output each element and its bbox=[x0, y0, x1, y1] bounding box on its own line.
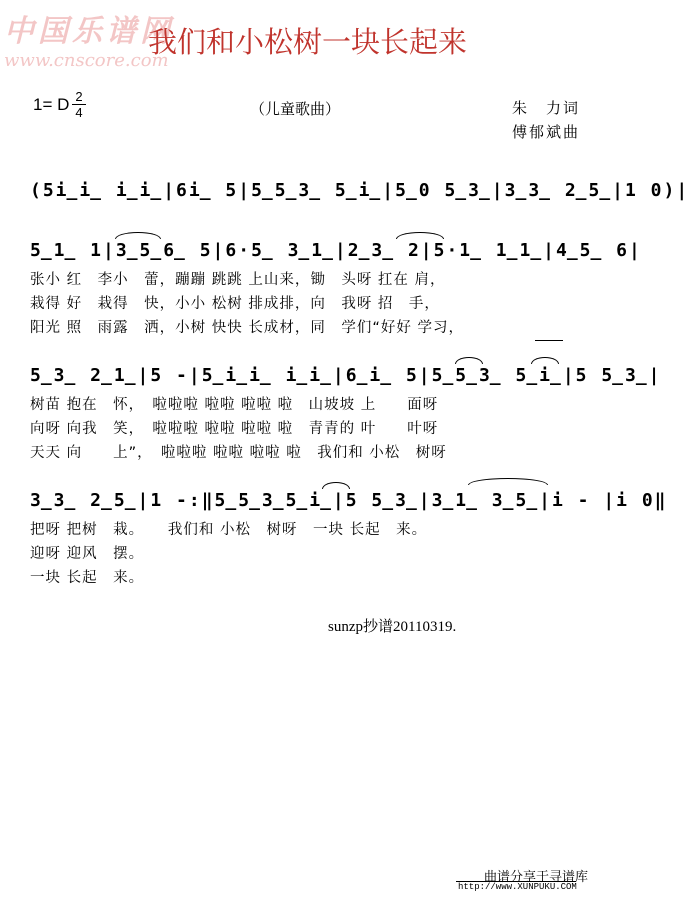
lyric-line-2-verse-3: 天天 向 上”， 啦啦啦 啦啦 啦啦 啦 我们和 小松 树呀 bbox=[30, 445, 447, 461]
song-title: 我们和小松树一块长起来 bbox=[147, 25, 467, 59]
song-subtitle: （儿童歌曲） bbox=[250, 100, 341, 118]
footer-source-text: 曲谱分享于寻谱库 bbox=[484, 870, 589, 885]
notation-line-2: 5̲3̲ 2̲1̲|5 -|5̲i̲i̲ i̲i̲|6̲i̲ 5|5̲5̲3̲ 5̲i̲|5 5̲3̲| bbox=[30, 365, 662, 386]
watermark-site-name: 中国乐谱网 bbox=[4, 14, 174, 49]
underline-mark bbox=[535, 340, 563, 341]
watermark-site-url: www.cnscore.com bbox=[4, 50, 169, 71]
key-signature: 1= D bbox=[33, 95, 70, 114]
composer-credit: 傅郁斌曲 bbox=[512, 123, 581, 141]
notation-line-1: 5̲1̲ 1|3̲5̲6̲ 5|6·5̲ 3̲1̲|2̲3̲ 2|5·1̲ 1̲1̲|4̲5̲ 6| bbox=[30, 240, 642, 261]
tie-mark bbox=[468, 478, 548, 485]
transcriber-signature: sunzp抄谱20110319. bbox=[328, 619, 457, 635]
slur-mark bbox=[115, 232, 161, 239]
slur-mark bbox=[322, 482, 350, 489]
lyricist-credit: 朱 力词 bbox=[512, 99, 581, 117]
slur-mark bbox=[531, 357, 559, 364]
lyric-line-3-verse-2: 迎呀 迎风 摆。 bbox=[30, 546, 145, 562]
lyric-line-2-verse-2: 向呀 向我 笑， 啦啦啦 啦啦 啦啦 啦 青青的 叶 叶呀 bbox=[30, 421, 439, 437]
slur-mark bbox=[396, 232, 444, 239]
time-signature-top: 2 bbox=[75, 89, 83, 104]
time-signature bbox=[72, 90, 86, 119]
lyric-line-1-verse-3: 阳光 照 雨露 洒，小树 快快 长成材，同 学们“好好 学习， bbox=[30, 320, 464, 336]
slur-mark bbox=[455, 357, 483, 364]
footer-source-link[interactable]: http://www.XUNPUKU.COM bbox=[458, 882, 577, 892]
lyric-line-2-verse-1: 树苗 抱在 怀， 啦啦啦 啦啦 啦啦 啦 山坡坡 上 面呀 bbox=[30, 397, 439, 413]
lyric-line-1-verse-2: 栽得 好 栽得 快，小小 松树 排成排，向 我呀 招 手， bbox=[30, 296, 440, 312]
lyric-line-1-verse-1: 张小 红 李小 蕾，蹦蹦 跳跳 上山来，锄 头呀 扛在 肩， bbox=[30, 272, 446, 288]
lyric-line-3-verse-3: 一块 长起 来。 bbox=[30, 570, 145, 586]
time-signature-bottom: 4 bbox=[75, 105, 83, 120]
lyric-line-3-verse-1: 把呀 把树 栽。 我们和 小松 树呀 一块 长起 来。 bbox=[30, 522, 428, 538]
intro-notation: (5i̲i̲ i̲i̲|6i̲ 5|5̲5̲3̲ 5̲i̲|5̲0 5̲3̲|3̲3̲ 2̲5̲|1 0)| bbox=[30, 180, 689, 201]
notation-line-3: 3̲3̲ 2̲5̲|1 -:‖5̲5̲3̲5̲i̲|5 5̲3̲|3̲1̲ 3̲5̲|i - |i 0‖ bbox=[30, 490, 668, 511]
